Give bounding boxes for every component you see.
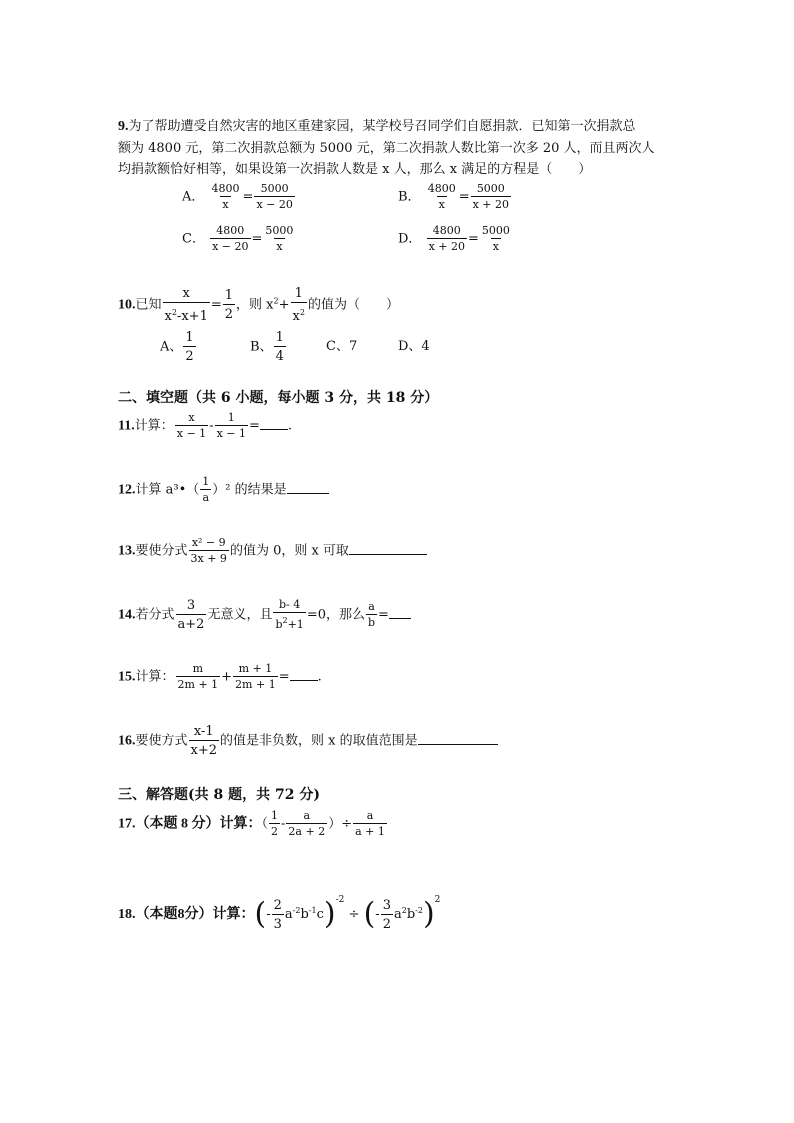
option-d[interactable]: D、4	[398, 339, 430, 354]
option-b[interactable]: B． $\frac{4800}{x}$ = $\frac{5000}{x + 20}$	[398, 182, 510, 211]
question-text: 均捐款额恰好相等，如果设第一次捐款人数是 x 人，那么 x 满足的方程是（ ）	[118, 162, 592, 177]
option-b[interactable]: B、 $\frac{1}{4}$	[250, 330, 284, 364]
question-9	[118, 120, 636, 134]
question-16: 16.要使方式 $\frac{x-1}{x+2}$ 的值是非负数，则 x 的取值范围是	[118, 724, 498, 758]
question-10: 10.已知 $\frac{x}{x^2-x+1}$ = $\frac{1}{2}$ ，则 $x^2+$ $\frac{1}{x^2}$ 的值为（ ）	[118, 286, 399, 324]
question-text: 额为 4800 元，第二次捐款总额为 5000 元，第二次捐款人数比第一次多 20 人，而且两次人	[118, 141, 655, 156]
answer-blank[interactable]	[349, 542, 427, 555]
question-12: 12.计算 a³•（ $\frac{1}{a}$ ）² 的结果是	[118, 476, 329, 504]
question-15: 15.计算： $\frac{m}{2m + 1}$ + $\frac{m + 1}{2m + 1}$ = .	[118, 662, 322, 691]
section-heading: 二、填空题（共 6 小题，每小题 3 分，共 18 分）	[118, 390, 439, 406]
answer-blank[interactable]	[287, 481, 329, 494]
question-14: 14.若分式 $\frac{3}{a+2}$ 无意义，且 $\frac{b- 4}{b^2+1}$ =0，那么 $\frac{a}{b}$ =	[118, 598, 411, 632]
option-a[interactable]: A． $\frac{4800}{x}$ = $\frac{5000}{x - 20}$	[182, 182, 293, 211]
option-c[interactable]: C、7	[326, 339, 358, 354]
answer-blank[interactable]	[260, 417, 288, 430]
answer-blank[interactable]	[418, 732, 498, 745]
question-text: 为了帮助遭受自然灾害的地区重建家园，某学校号召同学们自愿捐款．已知第一次捐款总	[128, 119, 636, 134]
question-number: 9.	[118, 119, 129, 134]
option-c[interactable]: C． $\frac{4800}{x - 20}$ = $\frac{5000}{x}$	[182, 224, 294, 253]
question-11: 11.计算： $\frac{x}{x - 1}$ - $\frac{1}{x - 1}$ = .	[118, 411, 293, 440]
question-17: 17.（本题 8 分）计算：（ $\frac{1}{2}$ - $\frac{a}{2a + 2}$ ）÷ $\frac{a}{a + 1}$	[118, 809, 385, 838]
question-13: 13.要使分式 $\frac{\text{x² − 9}}{3x + 9}$ 的值为 0，则 x 可取	[118, 537, 427, 565]
answer-blank[interactable]	[389, 606, 411, 619]
question-18: 18.（本题8分）计算：(- $\frac{2}{3}$ $a^{-2}b^{-1}c)^{-2}$ ÷ (- $\frac{3}{2}$ $a^2b^{-2})^2$	[118, 895, 441, 932]
option-a[interactable]: A、 $\frac{1}{2}$	[160, 330, 194, 364]
section-heading: 三、解答题(共 8 题，共 72 分)	[118, 787, 320, 803]
answer-blank[interactable]	[290, 668, 318, 681]
option-d[interactable]: D． $\frac{4800}{x + 20}$ = $\frac{5000}{x}$	[398, 224, 510, 253]
